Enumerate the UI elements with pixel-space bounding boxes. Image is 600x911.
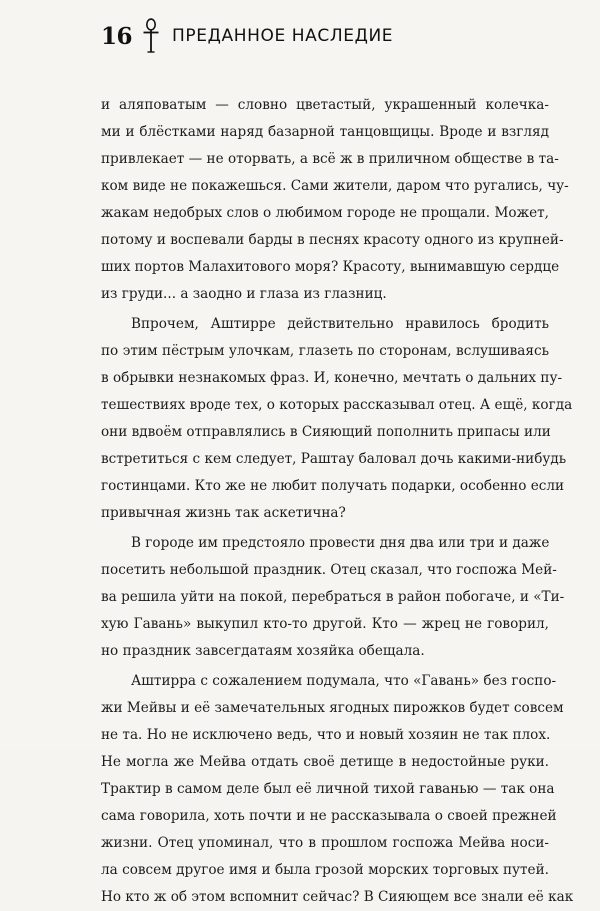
text-line: Трактир в самом деле был её личной тихой гаванью — так она (101, 781, 555, 797)
text-line: ла совсем другое имя и была грозой морских торговых путей. (101, 862, 549, 878)
text-line: посетить небольшой праздник. Отец сказал, что госпожа Мей- (101, 562, 557, 578)
text-line: Аштирра с сожалением подумала, что «Гавань» без госпо- (131, 673, 557, 689)
running-title: ПРЕДАННОЕ НАСЛЕДИЕ (172, 25, 394, 46)
text-line: в обрывки незнакомых фраз. И, конечно, мечтать о дальних пу- (101, 370, 563, 386)
text-line: из груди... а заодно и глаза из глазниц. (101, 286, 387, 302)
text-line: сама говорила, хоть почти и не рассказывала о своей прежней (101, 808, 557, 824)
text-line: ми и блёстками наряд базарной танцовщицы. Вроде и взгляд (101, 124, 549, 140)
text-line: Но кто ж об этом вспомнит сейчас? В Сияющем все знали её как (101, 889, 574, 905)
text-line: не та. Но не исключено ведь, что и новый хозяин не так плох. (101, 727, 551, 743)
ankh-icon (142, 18, 160, 54)
text-line: потому и воспевали барды в песнях красоту одного из крупней- (101, 232, 564, 248)
text-line: встретиться с кем следует, Раштау баловал дочь какими-нибудь (101, 451, 567, 467)
running-header (101, 12, 561, 60)
text-line: по этим пёстрым улочкам, глазеть по сторонам, вслушиваясь (101, 343, 549, 359)
text-line: жакам недобрых слов о любимом городе не прощали. Может, (101, 205, 549, 221)
text-line: и аляповатым — словно цветастый, украшенный колечка- (101, 97, 549, 113)
text-line: ва решила уйти на покой, перебраться в район побогаче, и «Ти- (101, 589, 565, 605)
text-line: Впрочем, Аштирре действительно нравилось бродить (131, 316, 549, 332)
text-line: хую Гавань» выкупил кто-то другой. Кто — жрец не говорил, (101, 616, 549, 632)
text-line: ших портов Малахитового моря? Красоту, вынимавшую сердце (101, 259, 560, 275)
text-line: привычная жизнь так аскетична? (101, 505, 346, 521)
text-line: В городе им предстояло провести дня два или три и даже (131, 535, 550, 551)
text-line: привлекает — не оторвать, а всё ж в приличном обществе в та- (101, 151, 559, 167)
text-line: но праздник завсегдатаям хозяйка обещала. (101, 643, 425, 659)
page-number: 16 (101, 22, 133, 50)
text-line: ком виде не покажешься. Сами жители, даром что ругались, чу- (101, 178, 569, 194)
text-line: жизни. Отец упоминал, что в прошлом госпожа Мейва носи- (101, 835, 549, 851)
text-line: тешествиях вроде тех, о которых рассказывал отец. А ещё, когда (101, 397, 573, 413)
text-line: они вдвоём отправлялись в Сияющий пополнить припасы или (101, 424, 551, 440)
body-text (101, 92, 574, 911)
text-line: гостинцами. Кто же не любит получать подарки, особенно если (101, 478, 565, 494)
text-line: Не могла же Мейва отдать своё детище в недостойные руки. (101, 754, 549, 770)
text-line: жи Мейвы и её замечательных ягодных пирожков будет совсем (101, 700, 564, 716)
